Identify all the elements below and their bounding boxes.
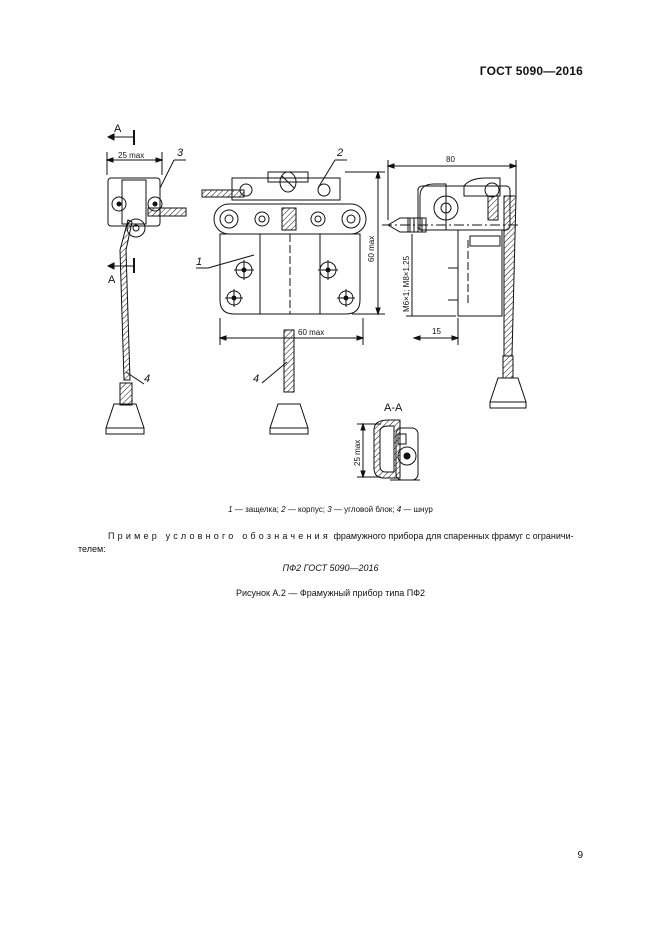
legend-num-3: 3 — [327, 505, 332, 514]
legend-text-3: — угловой блок; — [331, 505, 397, 514]
section-label: A-A — [384, 402, 403, 414]
callout-1: 1 — [196, 256, 203, 268]
dim-front-width: 60 max — [298, 328, 325, 337]
dim-side-thread: M6×1; M8×1,25 — [402, 255, 411, 312]
dim-side-width: 80 — [446, 155, 455, 164]
dim-side-offset: 15 — [432, 327, 441, 336]
figure-legend — [0, 505, 661, 514]
callout-4-left: 4 — [144, 373, 151, 385]
legend-num-1: 1 — [228, 505, 233, 514]
legend-num-4: 4 — [396, 505, 402, 514]
dim-front-height: 60 max — [367, 235, 376, 262]
callout-4-front: 4 — [253, 373, 260, 385]
legend-text-2: — корпус; — [285, 505, 328, 514]
example-continuation: телем: — [78, 544, 106, 554]
section-aa — [357, 420, 420, 480]
callout-2: 2 — [337, 147, 344, 159]
callout-3: 3 — [177, 147, 184, 159]
standard-header: ГОСТ 5090—2016 — [479, 64, 583, 78]
dim-section-height: 25 max — [353, 439, 362, 466]
example-rest: фрамужного прибора для спаренных фрамуг с ограничи- — [330, 531, 574, 541]
designation: ПФ2 ГОСТ 5090—2016 — [282, 563, 379, 573]
section-mark-bottom: A — [108, 274, 116, 286]
section-mark-top: A — [114, 123, 122, 135]
example-lead: Пример условного обозначения — [108, 531, 331, 541]
legend-text-4: — шнур — [401, 505, 433, 514]
legend-num-2: 2 — [281, 505, 286, 514]
front-view — [196, 160, 385, 434]
page-number: 9 — [577, 850, 583, 861]
left-view — [106, 130, 186, 434]
legend-text-1: — защелка; — [232, 505, 282, 514]
example-paragraph — [78, 530, 586, 556]
figure-title: Рисунок А.2 — Фрамужный прибор типа ПФ2 — [235, 588, 426, 598]
dim-left-width: 25 max — [118, 151, 145, 160]
